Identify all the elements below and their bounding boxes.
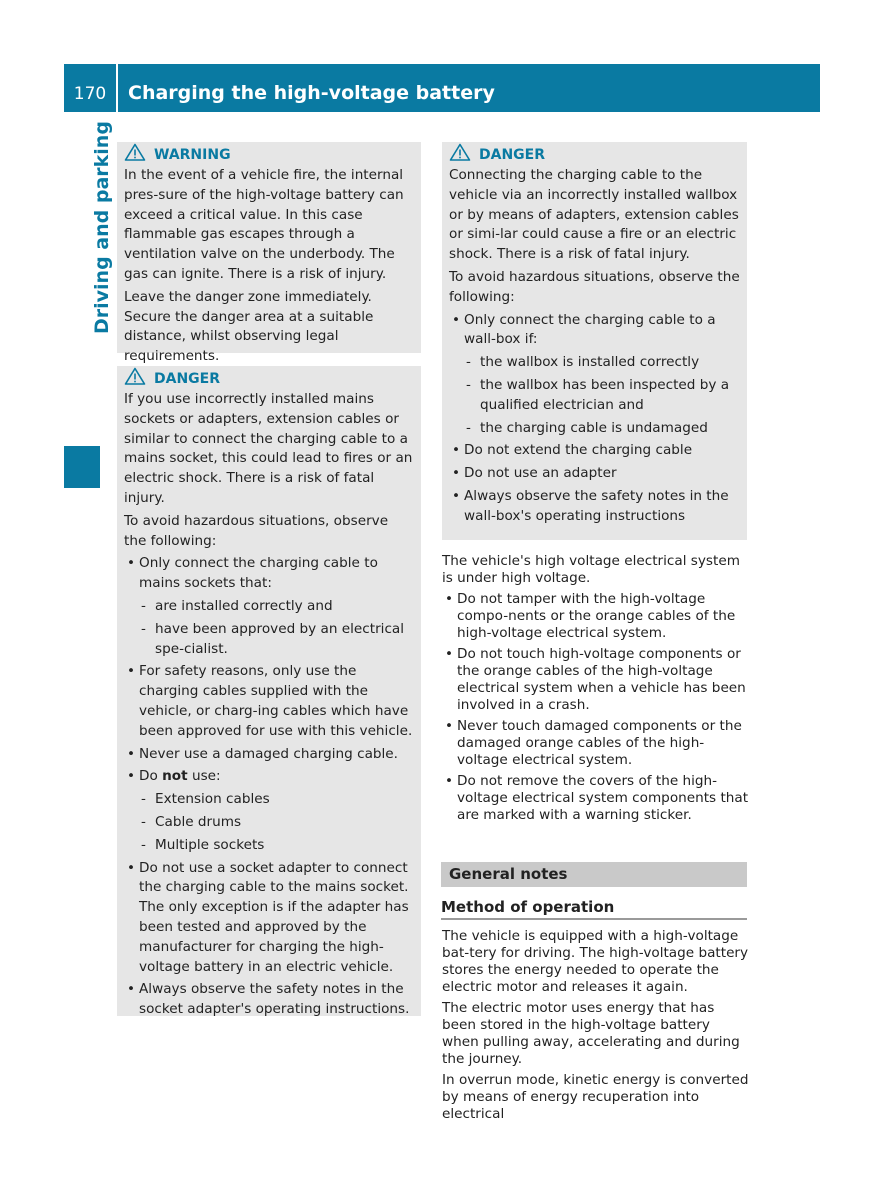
page-header <box>64 64 820 112</box>
sub-list-item: - the wallbox is installed correctly <box>449 353 740 373</box>
danger-intro: If you use incorrectly installed mains sockets or adapters, extension cables or similar to connect the charging cable to a mains socket, this could lead to fires or an electric shock. There is a risk of fatal injury. <box>124 391 413 506</box>
method-of-operation-text <box>442 928 749 1127</box>
warning-triangle-icon <box>124 143 146 161</box>
list-item: • Do not use an adapter <box>449 464 740 484</box>
list-item: • Always observe the safety notes in the wall-box's operating instructions <box>449 487 740 527</box>
list-item: • Only connect the charging cable to a wall-box if: <box>449 311 740 351</box>
warning-heading-label: WARNING <box>154 147 231 163</box>
danger-box-wallbox <box>442 142 747 540</box>
danger-avoid: To avoid hazardous situations, observe the following: <box>449 268 740 305</box>
list-item: • For safety reasons, only use the charging cables supplied with the vehicle, or charg-ing cables which have been approved for use with this vehicle. <box>124 662 414 741</box>
list-item: • Do not use a socket adapter to connect the charging cable to the mains socket. The only exception is if the adapter has been tested and approved by the manufacturer for charging the high-voltage battery in an electric vehicle. <box>124 859 414 978</box>
high-voltage-notes <box>442 553 749 828</box>
list-item: • Do not remove the covers of the high-voltage electrical system components that are marked with a warning sticker. <box>442 773 749 824</box>
section-heading-general-notes: General notes <box>441 862 747 887</box>
body-paragraph: In overrun mode, kinetic energy is converted by means of energy recuperation into electrical <box>442 1072 749 1122</box>
warning-heading <box>124 143 414 165</box>
list-item <box>124 767 414 787</box>
danger-heading <box>124 367 414 389</box>
sub-list-item: - Cable drums <box>124 813 414 833</box>
section-label: Driving and parking <box>91 121 113 334</box>
page-title: Charging the high-voltage battery <box>128 82 495 104</box>
sub-list-item: - the charging cable is undamaged <box>449 419 740 439</box>
danger-box-sockets <box>117 366 421 1016</box>
subsection-heading-method: Method of operation <box>441 896 747 920</box>
list-item: • Do not tamper with the high-voltage compo-nents or the orange cables of the high-voltage electrical system. <box>442 591 749 642</box>
danger-heading-label: DANGER <box>154 371 221 387</box>
list-item-text: use: <box>191 768 221 785</box>
warning-box <box>117 142 421 365</box>
header-divider <box>116 64 118 112</box>
list-item: • Never touch damaged components or the damaged orange cables of the high-voltage electrical system. <box>442 718 749 769</box>
body-paragraph: The electric motor uses energy that has been stored in the high-voltage battery when pulling away, accelerating and during the journey. <box>442 1000 740 1067</box>
list-item: • Only connect the charging cable to mains sockets that: <box>124 554 414 594</box>
sub-list-item: - Multiple sockets <box>124 836 414 856</box>
list-item: • Do not extend the charging cable <box>449 441 740 461</box>
sub-list-item: - have been approved by an electrical spe-cialist. <box>124 620 414 660</box>
warning-paragraph: In the event of a vehicle fire, the internal pres-sure of the high-voltage battery can exceed a critical value. In this case flammable gas escapes through a ventilation valve on the underbody. The gas can ignite. There is a risk of injury. <box>124 167 404 282</box>
sub-list-item: - Extension cables <box>124 790 414 810</box>
body-paragraph: The vehicle is equipped with a high-voltage bat-tery for driving. The high-voltage battery stores the energy needed to operate the electric motor and releases it again. <box>442 928 749 995</box>
emphasis-text: not <box>162 768 188 785</box>
warning-triangle-icon <box>124 367 146 385</box>
page-number: 170 <box>73 84 107 104</box>
list-item: • Always observe the safety notes in the socket adapter's operating instructions. <box>124 980 414 1020</box>
sub-list-item: - the wallbox has been inspected by a qualified electrician and <box>449 376 740 416</box>
list-item-text: Do <box>139 768 158 785</box>
sub-list-item: - are installed correctly and <box>124 597 414 617</box>
warning-triangle-icon <box>449 143 471 161</box>
list-item: • Do not touch high-voltage components or the orange cables of the high-voltage electrical system when a vehicle has been involved in a crash. <box>442 646 749 714</box>
danger-avoid: To avoid hazardous situations, observe the following: <box>124 512 389 549</box>
danger-intro: Connecting the charging cable to the vehicle via an incorrectly installed wallbox or by means of adapters, extension cables or simi-lar could cause a fire or an electric shock. There is a risk of fatal injury. <box>449 167 739 263</box>
danger-heading <box>449 143 740 165</box>
hv-intro: The vehicle's high voltage electrical system is under high voltage. <box>442 553 740 586</box>
warning-paragraph: Leave the danger zone immediately. Secure the danger area at a suitable distance, whilst observing legal requirements. <box>124 288 374 365</box>
danger-heading-label: DANGER <box>479 147 546 163</box>
list-item: • Never use a damaged charging cable. <box>124 745 414 765</box>
